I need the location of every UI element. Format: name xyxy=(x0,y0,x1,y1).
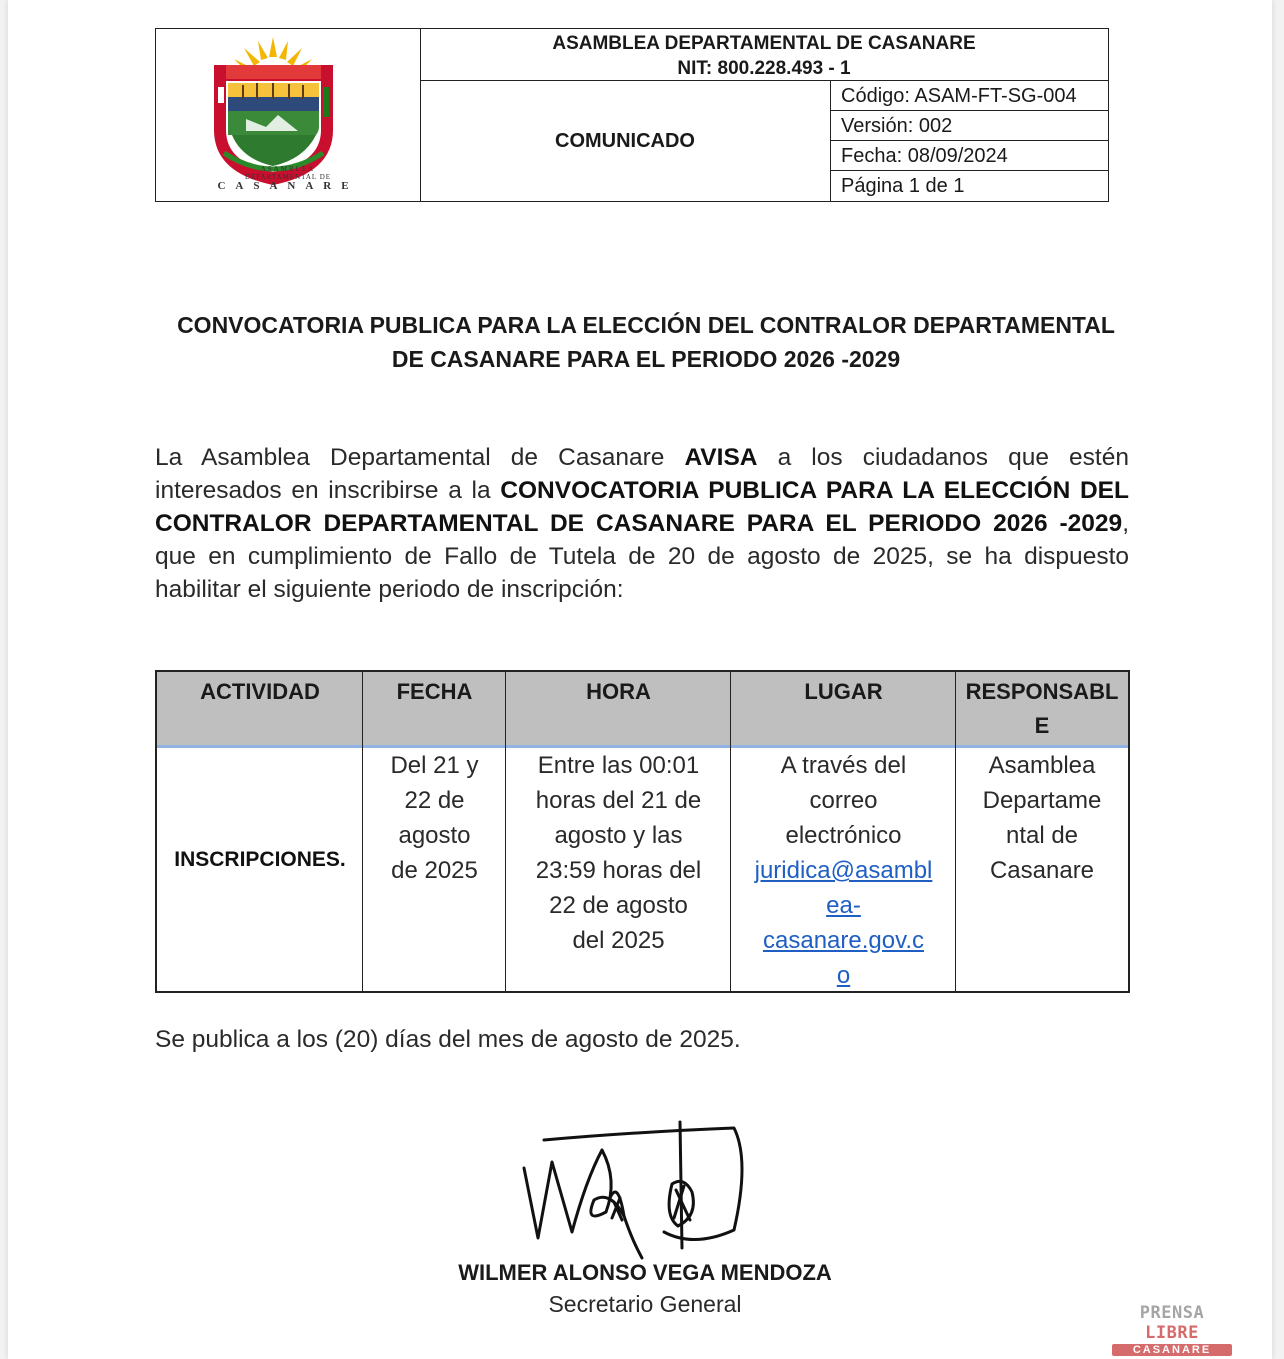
header-title-cell xyxy=(420,29,1108,81)
email-link-line[interactable]: o xyxy=(836,962,851,989)
cell-actividad: INSCRIPCIONES. xyxy=(174,848,346,871)
cell-responsable-line: Casanare xyxy=(989,857,1095,884)
cell-hora-line: horas del 21 de xyxy=(535,787,702,814)
intro-bold-convocatoria: CONVOCATORIA PUBLICA PARA LA ELECCIÓN DEL CONTRALOR DEPARTAMENTAL DE CASANARE PARA EL PERIODO 2026 -2029 xyxy=(155,477,1129,537)
header-lugar: LUGAR xyxy=(804,679,883,704)
email-link-line[interactable]: casanare.gov.c xyxy=(763,927,924,954)
main-title-line1: CONVOCATORIA PUBLICA PARA LA ELECCIÓN DEL CONTRALOR DEPARTAMENTAL xyxy=(177,312,1115,338)
cell-fecha-line: agosto xyxy=(398,822,471,849)
logo-caption-line3: CASANARE xyxy=(217,180,359,192)
cell-responsable xyxy=(956,748,1128,888)
main-title-line2: DE CASANARE PARA EL PERIODO 2026 -2029 xyxy=(391,346,901,372)
handwritten-signature xyxy=(514,1120,750,1262)
email-link-line[interactable]: juridica@asambl xyxy=(754,857,933,884)
header-responsable-line2: E xyxy=(1034,713,1050,738)
doc-date: Fecha: 08/09/2024 xyxy=(831,141,1108,171)
watermark-title xyxy=(1112,1303,1232,1343)
cell-hora-line: 22 de agosto xyxy=(549,892,688,919)
logo-caption-line2: DEPARTAMENTAL DE xyxy=(244,173,332,181)
intro-bold-avisa: AVISA xyxy=(684,444,758,471)
cell-hora-line: Entre las 00:01 xyxy=(537,752,700,779)
email-link[interactable] xyxy=(731,853,956,993)
cell-fecha xyxy=(363,748,506,888)
prensa-libre-watermark xyxy=(1112,1303,1232,1356)
cell-fecha-line: de 2025 xyxy=(391,857,478,884)
document-page xyxy=(8,0,1272,1359)
header-fecha: FECHA xyxy=(396,679,473,704)
watermark-word1: PRENSA xyxy=(1139,1303,1205,1323)
cell-fecha-line: Del 21 y xyxy=(390,752,479,779)
signer-name: WILMER ALONSO VEGA MENDOZA xyxy=(458,1260,832,1285)
doc-code: Código: ASAM-FT-SG-004 xyxy=(831,81,1108,111)
signer-role: Secretario General xyxy=(548,1291,742,1317)
cell-fecha-line: 22 de xyxy=(404,787,465,814)
schedule-table xyxy=(155,670,1130,993)
logo-caption-line1: ASAMBLEA xyxy=(260,165,316,173)
cell-responsable-line: Asamblea xyxy=(988,752,1096,779)
header-hora: HORA xyxy=(586,679,651,704)
cell-responsable-line: Departame xyxy=(982,787,1102,814)
main-title xyxy=(158,308,1134,376)
intro-part2: a los ciudadanos que estén interesados en inscribirse a la xyxy=(155,444,1129,504)
header-responsable xyxy=(956,672,1128,745)
org-nit: NIT: 800.228.493 - 1 xyxy=(677,58,851,79)
watermark-word2: LIBRE xyxy=(1145,1323,1199,1343)
cell-hora-line: 23:59 horas del xyxy=(535,857,702,884)
cell-responsable-line: ntal de xyxy=(1005,822,1079,849)
intro-part1: La Asamblea Departamental de Casanare xyxy=(155,444,685,471)
doc-page: Página 1 de 1 xyxy=(841,175,965,197)
cell-hora-line: agosto y las xyxy=(554,822,683,849)
intro-part3: , que en cumplimiento de Fallo de Tutela de 20 de agosto de 2025, se ha dispuesto habilitar el siguiente periodo de inscripción: xyxy=(155,510,1129,603)
email-link-line[interactable]: ea- xyxy=(826,892,861,919)
header-actividad: ACTIVIDAD xyxy=(200,679,320,704)
org-name: ASAMBLEA DEPARTAMENTAL DE CASANARE xyxy=(552,33,976,54)
cell-hora-line: del 2025 xyxy=(572,927,665,954)
publication-note: Se publica a los (20) días del mes de agosto de 2025. xyxy=(155,1026,741,1053)
cell-lugar-line: electrónico xyxy=(785,822,902,849)
watermark-subtitle: CASANARE xyxy=(1112,1344,1232,1356)
cell-lugar-line: correo xyxy=(809,787,878,814)
document-header-table xyxy=(155,28,1109,202)
doc-version: Versión: 002 xyxy=(831,111,1108,141)
intro-paragraph xyxy=(155,441,1129,606)
cell-lugar xyxy=(731,748,956,993)
cell-hora xyxy=(506,748,731,958)
logo-cell xyxy=(156,29,421,201)
header-responsable-line1: RESPONSABL xyxy=(965,679,1119,704)
doc-meta xyxy=(831,81,1108,201)
doc-type: COMUNICADO xyxy=(420,81,831,201)
cell-lugar-line: A través del xyxy=(780,752,907,779)
